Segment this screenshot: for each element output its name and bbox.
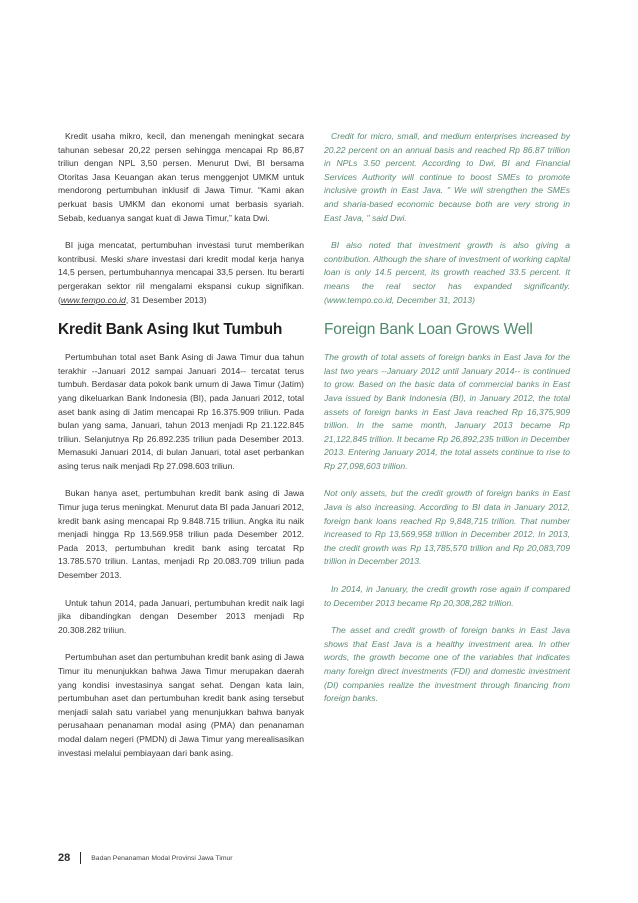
source-link[interactable]: www.tempo.co.id <box>60 294 126 305</box>
paragraph: Not only assets, but the credit growth of foreign banks in East Java is also increasing. According to BI data in January 2012, foreign bank loans reached Rp 9,848,715 trillion. That number increased to Rp 13,569,958 trillion in December 2012. In 2013, the credit growth was Rp 13,785,570 trillion and Rp 20,083,709 trillion in December 2013. <box>324 488 570 567</box>
paragraph: The asset and credit growth of foreign banks in East Java shows that East Java is a healthy investment area. In other words, the growth become one of the variables that indicates many foreign direct investments (FDI) and domestic investment (DI) companies realize the investment through financing from foreign banks. <box>324 625 570 704</box>
footer-divider <box>80 852 81 864</box>
paragraph: Kredit usaha mikro, kecil, dan menengah meningkat secara tahunan sebesar 20,22 persen sehingga mencapai Rp 86,87 triliun dengan NPL 3,50 persen. Menurut Dwi, BI bersama Otoritas Jasa Keuangan akan terus menggenjot UMKM untuk mendorong pertumbuhan inklusif di Jawa Timur. “Kami akan perkuat basis UMKM dan ekonomi umat berbasis syariah. Sebab, keduanya sangat kuat di Jawa Timur,” kata Dwi. <box>58 131 304 223</box>
right-column-english <box>324 130 570 720</box>
page-number: 28 <box>58 852 71 864</box>
section-heading: Kredit Bank Asing Ikut Tumbuh <box>58 321 283 339</box>
page-footer <box>58 852 233 864</box>
paragraph: The growth of total assets of foreign banks in East Java for the last two years --January 2012 until January 2014-- is continued to grow. Based on the basic data of commercial banks in East Java issued by Bank Indonesia (BI), in January 2012, the total assets of foreign banks in East Java reached Rp 16,375,909 trillion. In the same month, January 2013 became Rp 21,122,845 trillion. It became Rp 26,892,235 trillion in December 2013. Entering January 2014, the total assets continue to rise to Rp 27,098,603 trillion. <box>324 352 570 471</box>
paragraph: Untuk tahun 2014, pada Januari, pertumbuhan kredit naik lagi jika dibandingkan dengan Desember 2013 menjadi Rp 20.308.282 triliun. <box>58 597 304 635</box>
paragraph: Bukan hanya aset, pertumbuhan kredit bank asing di Jawa Timur juga terus meningkat. Menurut data BI pada Januari 2012, kredit bank asing mencapai Rp 9.848.715 triliun. Angka itu naik menjadi hingga Rp 13.569.958 triliun pada Desember 2012. Pada 2013, pertumbuhan kredit bank asing tercatat Rp 13.785.570 triliun. Lantas, menjadi Rp 20.083.709 triliun pada Desember 2013. <box>58 488 304 581</box>
section-heading: Foreign Bank Loan Grows Well <box>324 321 533 339</box>
paragraph: BI also noted that investment growth is also giving a contribution. Although the share of investment of working capital loan is only 14.5 percent, its growth reached 33.5 percent. It means the real sector has expanded significantly. (www.tempo.co.id, December 31, 2013) <box>324 240 570 305</box>
emphasis-share: share <box>126 253 149 264</box>
paragraph: Credit for micro, small, and medium enterprises increased by 20.22 percent on an annual basis and reached Rp 86.87 trillion in NPLs 3.50 percent. According to Dwi, BI and Financial Services Authority will continue to boost SMEs to promote inclusive growth in East Java. " We will strengthen the SMEs and sharia-based economic because both are very strong in East Java, " said Dwi. <box>324 131 570 223</box>
paragraph: BI juga mencatat, pertumbuhan investasi turut memberikan kontribusi. Meski share investasi dari kredit modal kerja hanya 14,5 persen, pertumbuhannya mencapai 33,5 persen. Itu berarti pergerakan sektor riil mengalami ekspansi cukup signifikan. (www.tempo.co.id, 31 Desember 2013) <box>58 240 304 305</box>
left-column-indonesian <box>58 130 304 774</box>
publisher-name: Badan Penanaman Modal Provinsi Jawa Timur <box>91 854 233 862</box>
paragraph: In 2014, in January, the credit growth rose again if compared to December 2013 became Rp 20,308,282 trillion. <box>324 584 570 608</box>
paragraph: Pertumbuhan aset dan pertumbuhan kredit bank asing di Jawa Timur itu menunjukkan bahwa Jawa Timur merupakan daerah yang kondisi investasinya sangat sehat. Dengan kata lain, pertumbuhan aset dan pertumbuhan kredit bank asing tersebut menjadi salah satu variabel yang menunjukkan bahwa banyak perusahaan penanaman modal asing (PMA) dan penanaman modal dalam negeri (PMDN) di Jawa Timur yang merealisasikan investasi melalui pembiayaan dari bank asing. <box>58 652 304 758</box>
paragraph: Pertumbuhan total aset Bank Asing di Jawa Timur dua tahun terakhir --Januari 2012 sampai Januari 2014-- tercatat terus tumbuh. Berdasar data pokok bank umum di Jawa Timur (Jatim) yang dikeluarkan Bank Indonesia (BI), pada Januari 2012, total aset bank asing di Jatim mencapai Rp 16.375.909 triliun. Pada bulan yang sama, Januari, tahun 2013 menjadi Rp 21.122.845 triliun. Selanjutnya Rp 26.892.235 triliun pada Desember 2013. Memasuki Januari 2014, di bulan Januari, total aset perbankan asing terus naik menjadi Rp 27.098.603 triliun. <box>58 352 304 471</box>
